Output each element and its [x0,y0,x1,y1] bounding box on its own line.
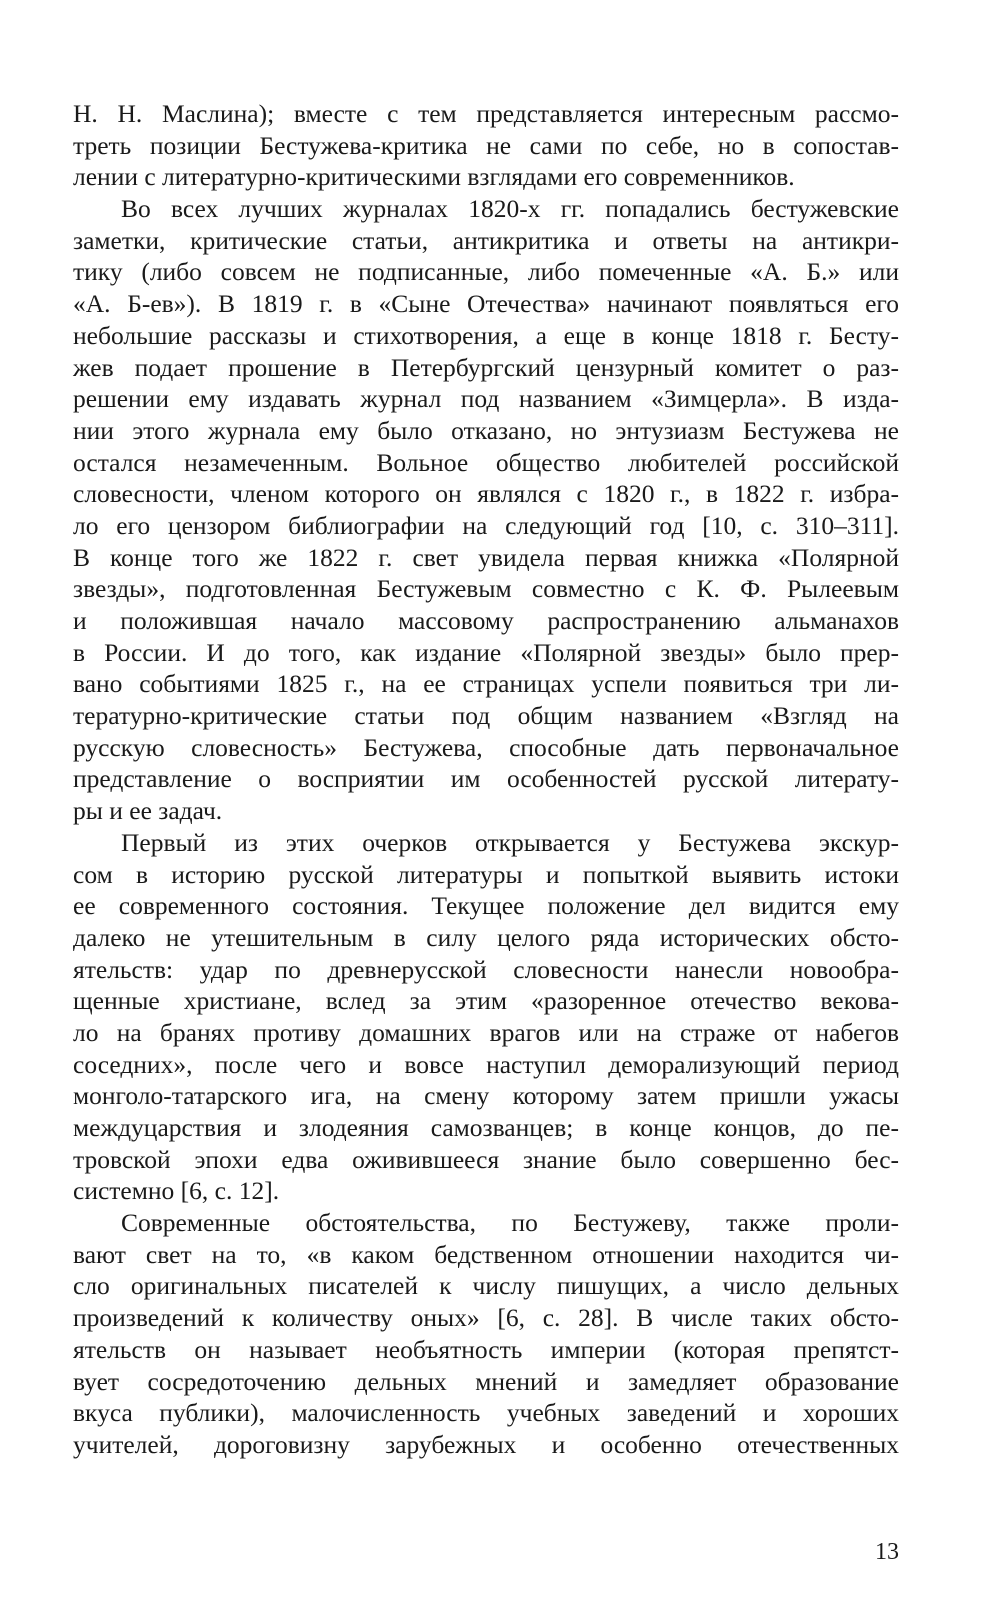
text-line: ее современного состояния. Текущее положение дел видится ему [73,891,899,921]
text-line: монголо-татарского ига, на смену которому затем пришли ужасы [73,1081,899,1111]
text-line: решении ему издавать журнал под названием «Зимцерла». В изда- [73,384,899,414]
text-line: вано событиями 1825 г., на ее страницах успели появиться три ли- [73,669,899,699]
text-line: далеко не утешительным в силу целого ряда исторических обсто- [73,922,899,952]
body-text [73,98,899,1461]
text-line: Современные обстоятельства, по Бестужеву, также проли- [121,1208,899,1238]
text-line: Во всех лучших журналах 1820-х гг. попадались бестужевские [121,194,899,224]
text-line: учителей, дороговизну зарубежных и особенно отечественных [73,1429,899,1459]
text-line: нии этого журнала ему было отказано, но энтузиазм Бестужева не [73,415,899,445]
text-line: В конце того же 1822 г. свет увидела первая книжка «Полярной [73,542,899,572]
text-line: сом в историю русской литературы и попыткой выявить истоки [73,859,899,889]
text-line: ры и ее задач. [73,796,223,826]
text-line: вует сосредоточению дельных мнений и замедляет образование [73,1366,899,1396]
paragraph [73,1207,899,1461]
text-line: системно [6, с. 12]. [73,1176,280,1206]
text-line: ло его цензором библиографии на следующий год [10, с. 310–311]. [73,510,899,540]
text-line: лении с литературно-критическими взглядами его современников. [73,162,795,192]
text-line: представление о восприятии им особенностей русской литерату- [73,764,899,794]
text-line: «А. Б-ев»). В 1819 г. в «Сыне Отечества» начинают появляться его [73,289,899,319]
text-line: жев подает прошение в Петербургский цензурный комитет о раз- [73,352,899,382]
text-line: ятельств он называет необъятность империи (которая препятст- [73,1334,899,1364]
text-line: треть позиции Бестужева-критика не сами по себе, но в сопостав- [73,130,899,160]
paragraph [73,827,899,1207]
text-line: звезды», подготовленная Бестужевым совместно с К. Ф. Рылеевым [73,574,899,604]
text-line: ло на бранях противу домашних врагов или на страже от набегов [73,1017,899,1047]
text-line: и положившая начало массовому распространению альманахов [73,606,899,635]
text-line: междуцарствия и злодеяния самозванцев; в конце концов, до пе- [73,1113,899,1142]
text-line: соседних», после чего и вовсе наступил деморализующий период [73,1049,899,1079]
text-line: щенные христиане, вслед за этим «разоренное отечество векова- [73,986,899,1016]
text-line: в России. И до того, как издание «Полярной звезды» было прер- [73,637,899,667]
text-line: заметки, критические статьи, антикритика и ответы на антикри- [73,225,899,255]
text-line: вают свет на то, «в каком бедственном отношении находится чи- [73,1239,899,1269]
text-line: произведений к количеству оных» [6, с. 28]. В числе таких обсто- [73,1303,899,1333]
text-line: тературно-критические статьи под общим названием «Взгляд на [73,701,899,731]
text-line: сло оригинальных писателей к числу пишущих, а число дельных [73,1271,899,1301]
text-line: тику (либо совсем не подписанные, либо помеченные «А. Б.» или [73,257,899,287]
text-line: русскую словесность» Бестужева, способные дать первоначальное [73,732,899,762]
text-line: словесности, членом которого он являлся с 1820 г., в 1822 г. избра- [73,479,899,509]
text-line: небольшие рассказы и стихотворения, а еще в конце 1818 г. Бесту- [73,320,899,350]
text-line: ятельств: удар по древнерусской словесности нанесли новообра- [73,954,899,984]
text-line: вкуса публики), малочисленность учебных заведений и хороших [73,1398,899,1428]
paragraph [73,193,899,827]
text-line: Н. Н. Маслина); вместе с тем представляется интересным рассмо- [73,99,899,128]
text-line: тровской эпохи едва оживившееся знание было совершенно бес- [73,1144,899,1174]
paragraph [73,98,899,193]
page-number: 13 [875,1539,899,1565]
text-line: остался незамеченным. Вольное общество любителей российской [73,447,899,477]
text-line: Первый из этих очерков открывается у Бестужева экскур- [121,827,899,857]
